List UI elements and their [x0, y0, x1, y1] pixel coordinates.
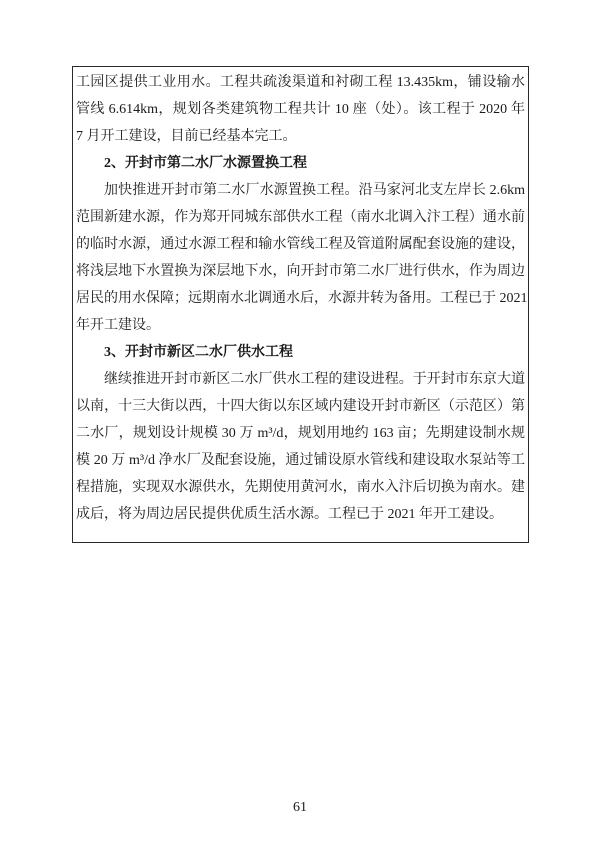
text-line: 模 20 万 m³/d 净水厂及配套设施，通过铺设原水管线和建设取水泵站等工	[76, 453, 525, 468]
text-line: 以南，十三大街以西，十四大街以东区域内建设开封市新区（示范区）第	[76, 399, 525, 414]
text-line: 继续推进开封市新区二水厂供水工程的建设进程。于开封市东京大道	[104, 372, 525, 387]
text-line: 7 月开工建设，目前已经基本完工。	[76, 129, 297, 144]
text-line: 范围新建水源，作为郑开同城东部供水工程（南水北调入汴工程）通水前	[76, 210, 525, 225]
text-line: 工园区提供工业用水。工程共疏浚渠道和衬砌工程 13.435km，铺设输水	[76, 75, 525, 90]
text-line: 居民的用水保障；远期南水北调通水后，水源井转为备用。工程已于 2021	[76, 291, 528, 306]
text-line: 成后，将为周边居民提供优质生活水源。工程已于 2021 年开工建设。	[76, 507, 503, 522]
text-line: 二水厂，规划设计规模 30 万 m³/d，规划用地约 163 亩；先期建设制水规	[76, 426, 525, 441]
text-line: 年开工建设。	[76, 318, 160, 333]
section-heading: 3、开封市新区二水厂供水工程	[104, 345, 293, 360]
text-line: 加快推进开封市第二水厂水源置换工程。沿马家河北支左岸长 2.6km	[104, 183, 525, 198]
page-number: 61	[293, 800, 307, 815]
section-heading: 2、开封市第二水厂水源置换工程	[104, 156, 307, 171]
text-line: 将浅层地下水置换为深层地下水，向开封市第二水厂进行供水，作为周边	[76, 264, 525, 279]
content-box	[72, 66, 529, 543]
text-line: 管线 6.614km，规划各类建筑物工程共计 10 座（处）。该工程于 2020 年	[76, 102, 525, 117]
text-line: 程措施，实现双水源供水，先期使用黄河水，南水入汴后切换为南水。建	[76, 480, 525, 495]
text-line: 的临时水源，通过水源工程和输水管线工程及管道附属配套设施的建设，	[76, 237, 525, 252]
